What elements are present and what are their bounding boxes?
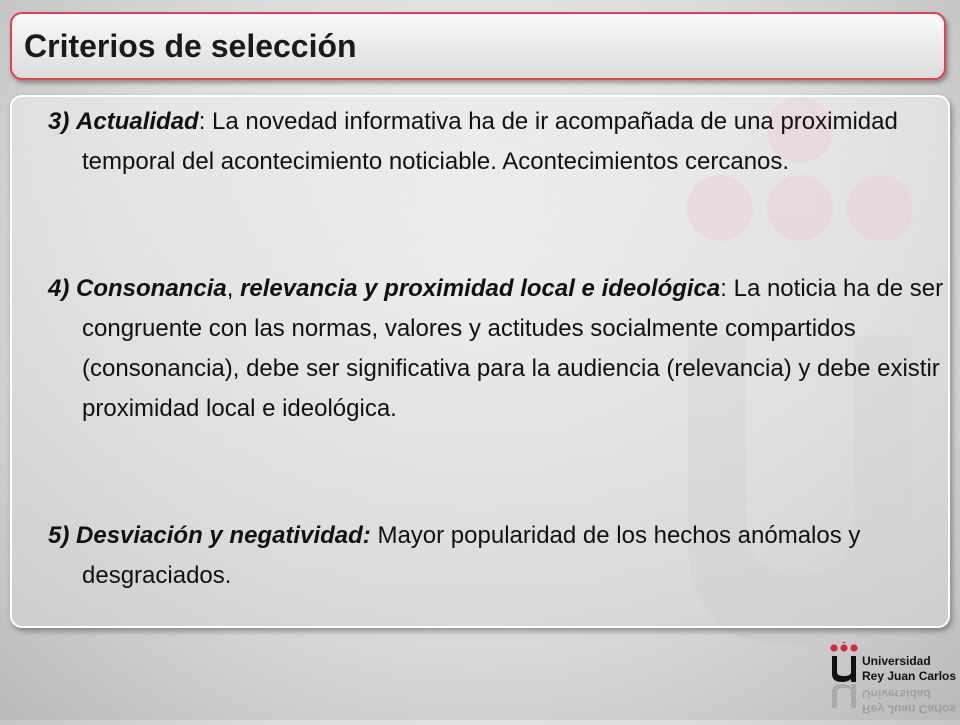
criterion-description: Mayor popularidad de los hechos anómalos y desgraciados. — [82, 522, 861, 589]
criterion-consonancia — [48, 269, 960, 429]
criterion-description: La novedad informativa ha de ir acompañada de una proximidad temporal del acontecimiento noticiable. Acontecimientos cercanos. — [82, 108, 898, 175]
criterion-number: 4) — [48, 275, 70, 302]
logo-line-2: Rey Juan Carlos — [862, 669, 957, 683]
criterion-term: Actualidad — [76, 108, 199, 135]
criterion-separator: : — [198, 108, 206, 135]
criterion-desviacion — [48, 516, 960, 596]
logo-reflection — [862, 686, 956, 716]
urjc-logo-icon — [826, 642, 860, 720]
logo-reflection-line-2: Rey Juan Carlos — [862, 702, 957, 716]
title-bar — [10, 12, 946, 80]
page-title: Criterios de selección — [24, 28, 357, 64]
university-logo — [826, 642, 957, 720]
logo-reflection-line-1: Universidad — [862, 687, 931, 701]
criterion-description: La noticia ha de ser congruente con las normas, valores y actitudes socialmente compartidos (consonancia), debe ser significativa para la audiencia (relevancia) y debe existir proximidad local e ideológica. — [82, 275, 944, 422]
criterion-term: Consonancia — [76, 275, 227, 302]
logo-line-1: Universidad — [862, 654, 931, 668]
criterion-number: 5) — [48, 522, 70, 549]
criterion-term: Desviación y negatividad: — [76, 522, 371, 549]
criterion-actualidad — [48, 102, 960, 182]
criterion-term-secondary: relevancia y proximidad local e ideológica — [240, 275, 721, 302]
criterion-connector: , — [226, 275, 241, 302]
criterion-separator: : — [720, 275, 727, 302]
logo-text — [862, 654, 956, 684]
criterion-number: 3) — [48, 108, 70, 135]
